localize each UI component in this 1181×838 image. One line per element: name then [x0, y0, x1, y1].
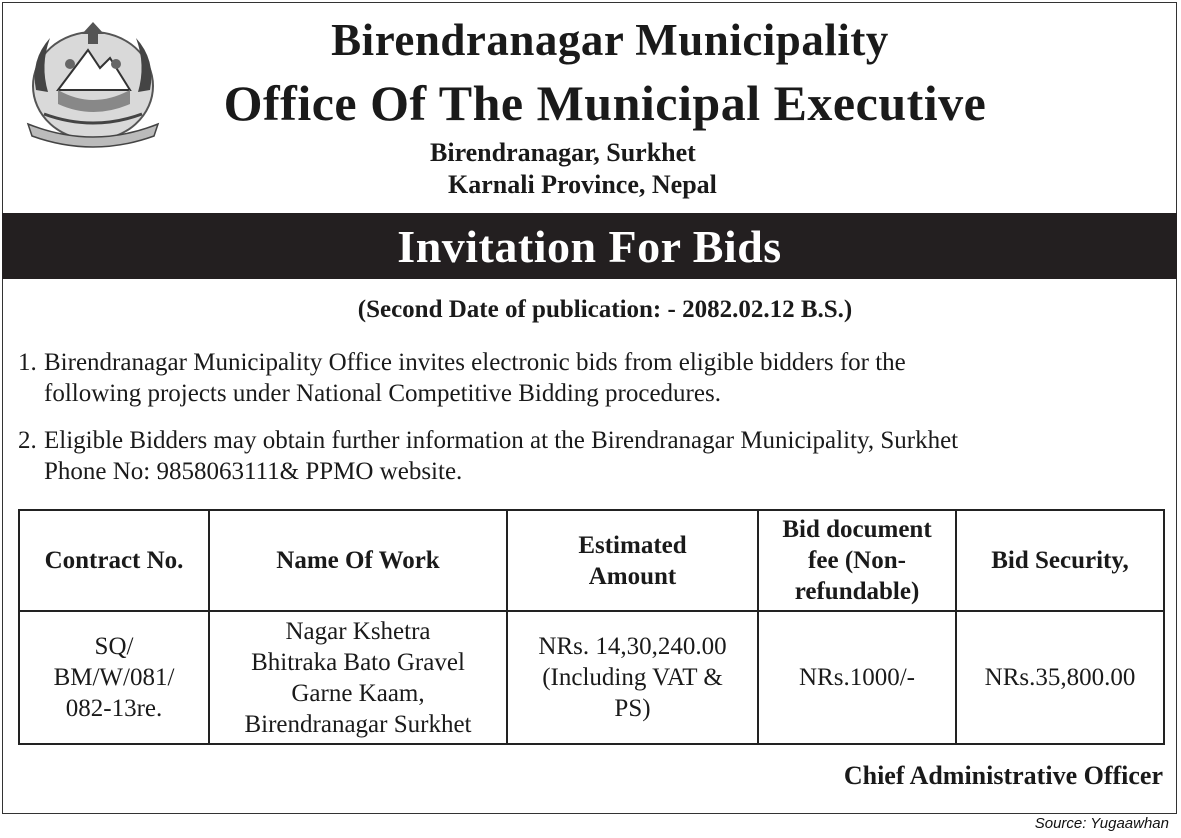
paragraph-number: 2. [18, 427, 37, 454]
paragraph-2 [18, 425, 1162, 487]
invitation-banner [2, 213, 1177, 279]
header-contract-no: Contract No. [19, 510, 209, 611]
address-province: Karnali Province, Nepal [448, 170, 717, 199]
header-bid-security: Bid Security, [956, 510, 1164, 611]
header-name-of-work: Name Of Work [209, 510, 507, 611]
publication-date: (Second Date of publication: - 2082.02.12 B.S.) [357, 296, 853, 323]
bids-table [18, 509, 1165, 745]
cell-name-of-work: Nagar Kshetra Bhitraka Bato Gravel Garne Kaam, Birendranagar Surkhet [209, 611, 507, 744]
paragraph-line: following projects under National Competitive Bidding procedures. [44, 380, 721, 407]
municipality-title: Birendranagar Municipality [331, 15, 889, 65]
nepal-emblem-icon [18, 20, 168, 148]
cell-bid-security: NRs.35,800.00 [956, 611, 1164, 744]
signatory-title: Chief Administrative Officer [843, 761, 1163, 790]
table-row [19, 611, 1164, 744]
cell-bid-fee: NRs.1000/- [758, 611, 956, 744]
address-city: Birendranagar, Surkhet [430, 138, 696, 167]
paragraph-line: Phone No: 9858063111& PPMO website. [44, 458, 463, 485]
cell-estimated-amount: NRs. 14,30,240.00 (Including VAT & PS) [507, 611, 758, 744]
header-bid-fee: Bid document fee (Non- refundable) [758, 510, 956, 611]
paragraph-line: Eligible Bidders may obtain further information at the Birendranagar Municipality, Surkhet [44, 427, 959, 454]
table-header-row [19, 510, 1164, 611]
paragraph-number: 1. [18, 349, 37, 376]
office-title: Office Of The Municipal Executive [223, 75, 987, 131]
banner-title: Invitation For Bids [397, 220, 782, 272]
header-estimated-amount: Estimated Amount [507, 510, 758, 611]
paragraph-1 [18, 347, 1162, 409]
paragraph-line: Birendranagar Municipality Office invites electronic bids from eligible bidders for the [44, 349, 906, 376]
cell-contract-no: SQ/ BM/W/081/ 082-13re. [19, 611, 209, 744]
source-credit: Source: Yugaawhan [1034, 815, 1169, 832]
